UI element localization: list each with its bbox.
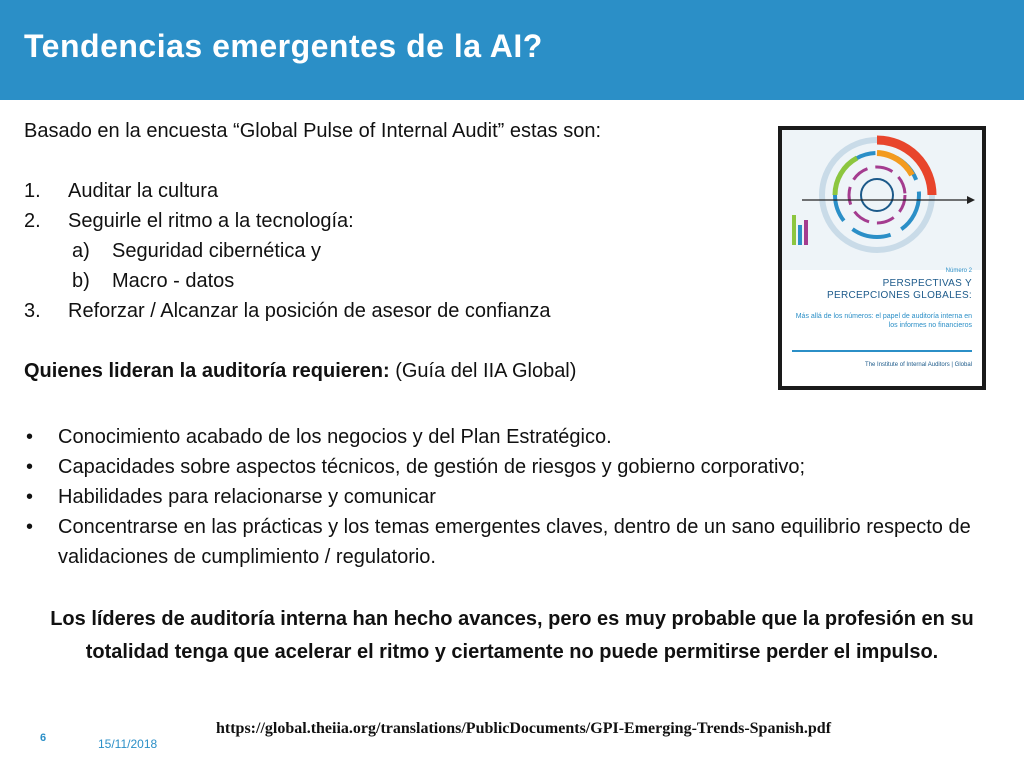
bullet-icon: • (26, 456, 34, 478)
list-item (24, 296, 764, 326)
cover-title-line: PERSPECTIVAS Y (882, 278, 972, 289)
source-link[interactable]: https://global.theiia.org/translations/PublicDocuments/GPI-Emerging-Trends-Spanish.pdf (216, 720, 832, 737)
bullet-item (24, 482, 994, 512)
leaders-heading (24, 356, 764, 386)
title-bar (0, 0, 1024, 100)
cover-subtitle: Más allá de los números: el papel de auditoría interna en los informes no financieros (795, 313, 972, 329)
sub-list-item-text: Seguridad cibernética y (112, 240, 322, 262)
cover-title-line: PERCEPCIONES GLOBALES: (827, 290, 972, 301)
sub-list-letter: a) (72, 240, 90, 262)
bullet-icon: • (26, 486, 34, 508)
sub-list-item (24, 266, 764, 296)
list-item-text: Reforzar / Alcanzar la posición de asesor de confianza (68, 300, 551, 322)
bullet-icon: • (26, 516, 34, 538)
bullet-text: Habilidades para relacionarse y comunicar (58, 486, 436, 508)
cover-logo: The Institute of Internal Auditors | Global (865, 362, 972, 368)
bullet-list (24, 422, 994, 572)
cover-title (792, 278, 972, 302)
bullet-item (24, 452, 994, 482)
bullet-text: Concentrarse en las prácticas y los temas emergentes claves, dentro de un sano equilibrio respecto de validaciones de cumplimiento / regulatorio. (58, 516, 971, 568)
sub-list-item (24, 236, 764, 266)
intro-text: Basado en la encuesta “Global Pulse of Internal Audit” estas son: (24, 120, 602, 142)
bullet-text: Conocimiento acabado de los negocios y del Plan Estratégico. (58, 426, 612, 448)
list-item-text: Auditar la cultura (68, 180, 219, 202)
sub-list-item-text: Macro - datos (112, 270, 235, 292)
cover-graphic-icon (782, 130, 982, 270)
list-number: 3. (24, 300, 41, 322)
slide-title: Tendencias emergentes de la AI? (24, 28, 543, 64)
sub-list-letter: b) (72, 270, 90, 292)
page-number: 6 (40, 732, 47, 744)
cover-divider (792, 350, 972, 352)
list-item-text: Seguirle el ritmo a la tecnología: (68, 210, 354, 232)
bullet-text: Capacidades sobre aspectos técnicos, de gestión de riesgos y gobierno corporativo; (58, 456, 806, 478)
bullet-item (24, 512, 994, 572)
bullet-icon: • (26, 426, 34, 448)
leaders-source-text: (Guía del IIA Global) (389, 360, 577, 382)
list-number: 1. (24, 180, 41, 202)
list-item (24, 176, 764, 206)
report-cover-page (782, 130, 982, 386)
leaders-bold-text: Quienes lideran la auditoría requieren: (24, 360, 390, 382)
list-item (24, 206, 764, 236)
report-cover-image (778, 126, 986, 390)
cover-issue: Número 2 (945, 268, 972, 274)
bullet-item (24, 422, 994, 452)
conclusion-text: Los líderes de auditoría interna han hecho avances, pero es muy probable que la profesión en su totalidad tenga que acelerar el ritmo y ciertamente no puede permitirse perder el impulso. (50, 608, 974, 663)
slide-date: 15/11/2018 (98, 737, 158, 751)
list-number: 2. (24, 210, 41, 232)
main-content (24, 116, 764, 386)
